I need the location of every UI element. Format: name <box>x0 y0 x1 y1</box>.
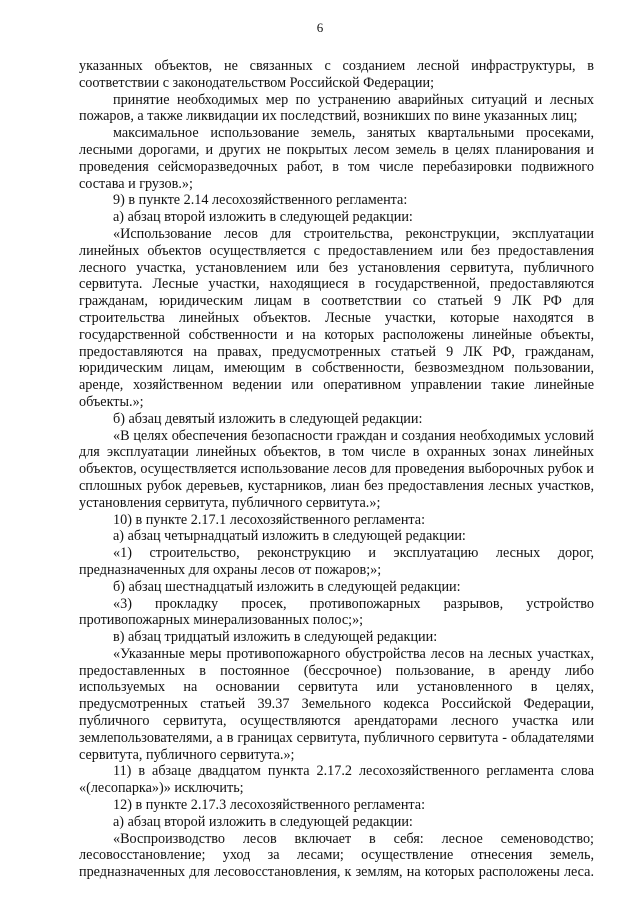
paragraph: в) абзац тридцатый изложить в следующей редакции: <box>113 629 438 646</box>
paragraph: б) абзац шестнадцатый изложить в следующей редакции: <box>113 578 461 595</box>
paragraph: «Указанные меры противопожарного обустройства лесов на лесных участках, предоставленных в постоянное (бессрочное) пользование, в аренду либо используемых на основании сервитута или установленного в целях, предусмотренных статьей 39.37 Земельного кодекса Российской Федерации, публичного сервитута, осуществляются арендаторами лесного участка или землепользователями, а в границах сервитута, публичного сервитута - обладателями сервитута, публичного сервитута.»; <box>79 645 594 763</box>
paragraph: «Воспроизводство лесов включает в себя: лесное семеноводство; лесовосстановление; уход за лесами; осуществление отнесения земель, предназначенных для лесовосстановления, к землям, на которых расположены леса. <box>79 830 594 881</box>
paragraph: «В целях обеспечения безопасности граждан и создания необходимых условий для эксплуатации линейных объектов, в том числе в охранных зонах линейных объектов, осуществляется использование лесов для проведения выборочных рубок и сплошных рубок деревьев, кустарников, лиан без предоставления лесных участков, установления сервитута, публичного сервитута.»; <box>79 427 594 511</box>
paragraph: принятие необходимых мер по устранению аварийных ситуаций и лесных пожаров, а также ликвидации их последствий, возникших по вине указанных лиц; <box>79 91 594 125</box>
paragraph: а) абзац четырнадцатый изложить в следующей редакции: <box>113 528 466 545</box>
paragraph: 10) в пункте 2.17.1 лесохозяйственного регламента: <box>113 511 426 528</box>
paragraph: указанных объектов, не связанных с созданием лесной инфраструктуры, в соответствии с законодательством Российской Федерации; <box>79 58 594 91</box>
paragraph: а) абзац второй изложить в следующей редакции: <box>113 813 413 830</box>
paragraph: «1) строительство, реконструкцию и эксплуатацию лесных дорог, предназначенных для охраны лесов от пожаров;»; <box>79 545 594 578</box>
paragraph: а) абзац второй изложить в следующей редакции: <box>113 209 413 226</box>
paragraph: максимальное использование земель, занятых квартальными просеками, лесными дорогами, и других не покрытых лесом земель в целях планирования и проведения сейсморазведочных работ, в том числе перебазировки подвижного состава и грузов.»; <box>79 125 594 192</box>
paragraph: 11) в абзаце двадцатом пункта 2.17.2 лесохозяйственного регламента слова «(лесопарка»)» исключить; <box>79 763 594 797</box>
paragraph: «3) прокладку просек, противопожарных разрывов, устройство противопожарных минерализованных полос;»; <box>79 595 594 629</box>
paragraph: «Использование лесов для строительства, реконструкции, эксплуатации линейных объектов осуществляется с предоставлением или без предоставления лесного участка, установлением или без установления сервитута, публичного сервитута. Лесные участки, находящиеся в государственной, предоставляются гражданам, юридическим лицам в соответствии со статьей 9 ЛК РФ для строительства линейных объектов. Лесные участки, которые находятся в государственной собственности и на которых расположены линейные объекты, предоставляются на правах, предусмотренных статьей 9 ЛК РФ, гражданам, юридическим лицам, имеющим в собственности, безвозмездном пользовании, аренде, хозяйственном ведении или оперативном управлении такие линейные объекты.»; <box>79 225 594 410</box>
page-number: 6 <box>316 20 324 35</box>
paragraph: б) абзац девятый изложить в следующей редакции: <box>113 410 423 427</box>
paragraph: 12) в пункте 2.17.3 лесохозяйственного регламента: <box>113 797 426 814</box>
paragraph: 9) в пункте 2.14 лесохозяйственного регламента: <box>113 192 408 209</box>
document-body <box>79 58 594 881</box>
